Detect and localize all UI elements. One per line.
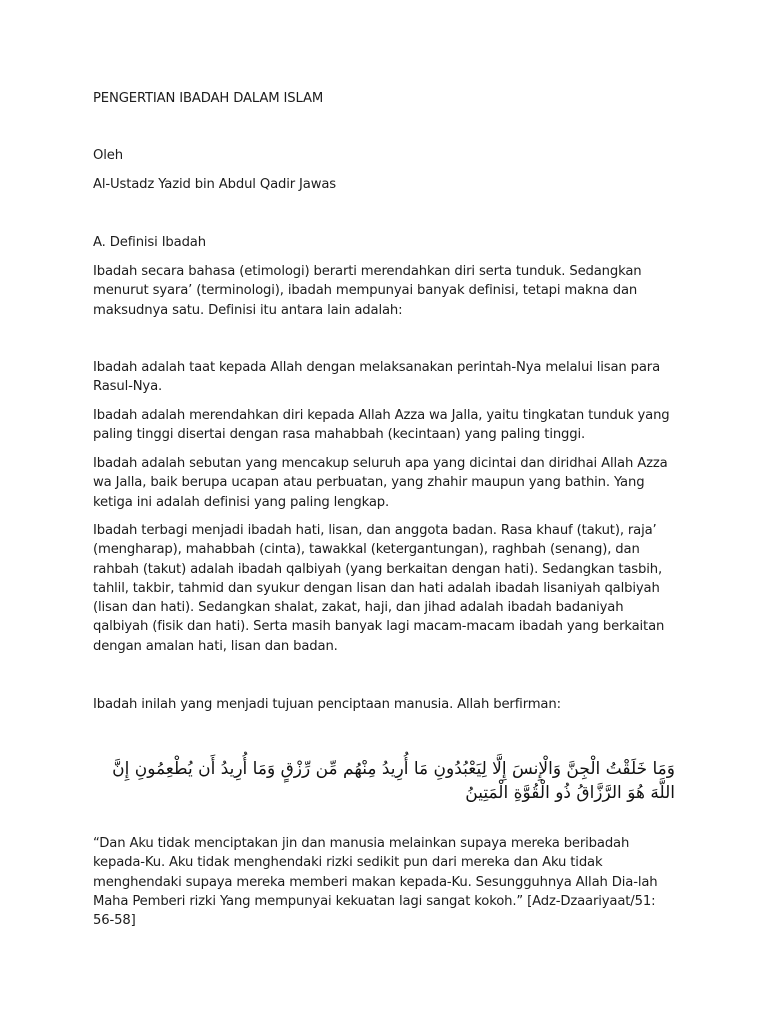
definition-paragraph-1: Ibadah adalah taat kepada Allah dengan melaksanakan perintah-Nya melalui lisan para Rasul-Nya. <box>93 360 660 395</box>
byline-label: Oleh <box>93 148 123 163</box>
purpose-paragraph: Ibadah inilah yang menjadi tujuan penciptaan manusia. Allah berfirman: <box>93 697 561 712</box>
intro-paragraph: Ibadah secara bahasa (etimologi) berarti merendahkan diri serta tunduk. Sedangkan menurut syara’ (terminologi), ibadah mempunyai banyak definisi, tetapi makna dan maksudnya satu. Definisi itu antara lain adalah: <box>93 264 642 318</box>
arabic-verse: وَمَا خَلَقْتُ الْجِنَّ وَالْإِنسَ إِلَّا لِيَعْبُدُونِ مَا أُرِيدُ مِنْهُم مِّن رِّزْقٍ وَمَا أُرِيدُ أَن يُطْعِمُونِ إِنَّ اللَّهَ هُوَ الرَّزَّاقُ ذُو الْقُوَّةِ الْمَتِينُ <box>112 759 675 803</box>
definition-paragraph-3: Ibadah adalah sebutan yang mencakup seluruh apa yang dicintai dan diridhai Allah Azza wa Jalla, baik berupa ucapan atau perbuatan, yang zhahir maupun yang bathin. Yang ketiga ini adalah definisi yang paling lengkap. <box>93 456 668 510</box>
document-title: PENGERTIAN IBADAH DALAM ISLAM <box>93 91 324 106</box>
verse-translation: “Dan Aku tidak menciptakan jin dan manusia melainkan supaya mereka beribadah kepada-Ku. Aku tidak menghendaki rizki sedikit pun dari mereka dan Aku tidak menghendaki supaya mereka memberi makan kepada-Ku. Sesungguhnya Allah Dia-lah Maha Pemberi rizki Yang mempunyai kekuatan lagi sangat kokoh.” [Adz-Dzaariyaat/51: 56-58] <box>93 836 658 929</box>
ibadah-types-paragraph: Ibadah terbagi menjadi ibadah hati, lisan, dan anggota badan. Rasa khauf (takut), raja’ (mengharap), mahabbah (cinta), tawakkal (ketergantungan), raghbah (senang), dan rahbah (takut) adalah ibadah qalbiyah (yang berkaitan dengan hati). Sedangkan tasbih, tahlil, takbir, tahmid dan syukur dengan lisan dan hati adalah ibadah lisaniyah qalbiyah (lisan dan hati). Sedangkan shalat, zakat, haji, dan jihad adalah ibadah badaniyah qalbiyah (fisik dan hati). Serta masih banyak lagi macam-macam ibadah yang berkaitan dengan amalan hati, lisan dan badan. <box>93 523 665 654</box>
definition-paragraph-2: Ibadah adalah merendahkan diri kepada Allah Azza wa Jalla, yaitu tingkatan tunduk yang paling tinggi disertai dengan rasa mahabbah (kecintaan) yang paling tinggi. <box>93 408 670 443</box>
section-heading: A. Definisi Ibadah <box>93 235 206 250</box>
author-name: Al-Ustadz Yazid bin Abdul Qadir Jawas <box>93 177 337 192</box>
